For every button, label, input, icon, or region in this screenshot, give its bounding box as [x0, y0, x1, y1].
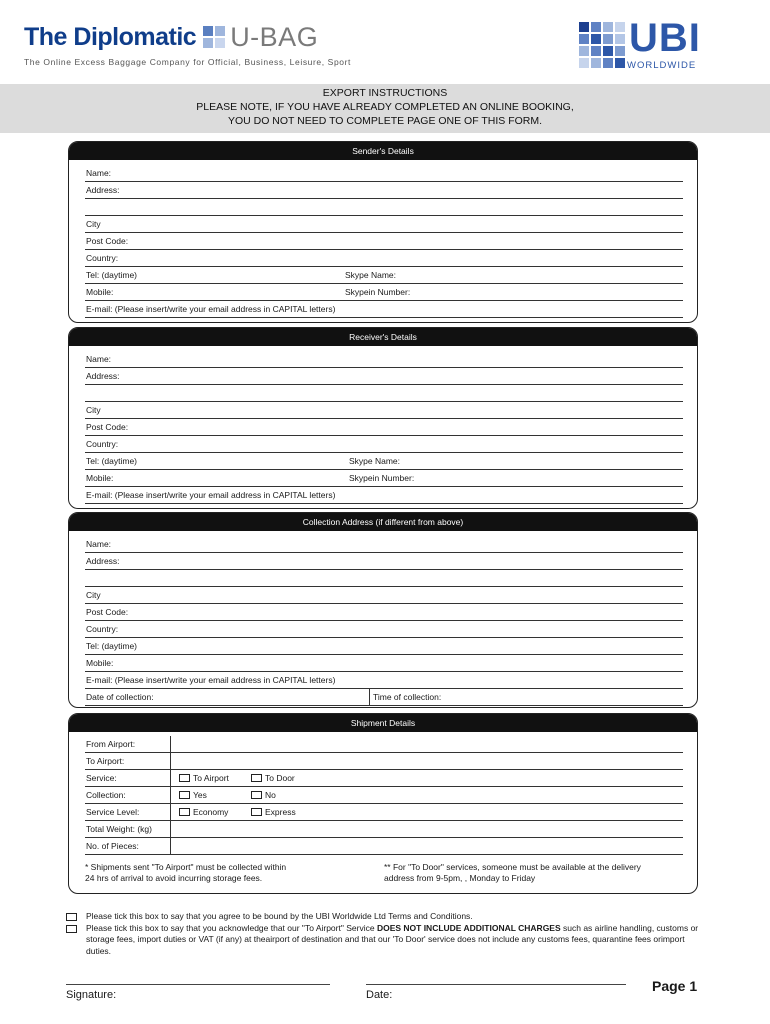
note-line: address from 9-5pm, , Monday to Friday	[384, 873, 536, 883]
checkbox[interactable]	[251, 791, 262, 799]
field-label: Service Level:	[86, 807, 140, 817]
collection-row	[85, 787, 683, 804]
total-weight-field[interactable]	[85, 821, 683, 838]
field-label: To Airport:	[86, 756, 125, 766]
page-number: Page 1	[652, 978, 698, 994]
field-label: Service:	[86, 773, 117, 783]
note-line: ** For "To Door" services, someone must be available at the delivery	[384, 862, 641, 872]
field-label: E-mail: (Please insert/write your email address in CAPITAL letters)	[86, 675, 336, 685]
collection-address-section	[68, 512, 698, 708]
sender-name-field[interactable]	[85, 165, 683, 182]
shipment-label-divider	[170, 736, 171, 855]
ubi-worldwide: WORLDWIDE	[627, 60, 697, 71]
charges-checkbox[interactable]	[66, 925, 77, 933]
collection-name-field[interactable]	[85, 536, 683, 553]
section-title: Collection Address (if different from above)	[69, 513, 697, 531]
field-label: City	[86, 405, 101, 415]
sender-skypein-label: Skypein Number:	[345, 287, 411, 297]
charges-text-pre: Please tick this box to say that you acknowledge that our "To Airport" Service	[86, 922, 377, 933]
from-airport-field[interactable]	[85, 736, 683, 753]
signature-field[interactable]	[66, 984, 330, 1002]
service-row	[85, 770, 683, 787]
option-label: Yes	[193, 790, 207, 800]
sender-tel-field[interactable]	[85, 267, 683, 284]
collection-email-field[interactable]	[85, 672, 683, 689]
field-label: No. of Pieces:	[86, 841, 139, 851]
field-label: Name:	[86, 354, 112, 364]
collection-no-option[interactable]	[251, 787, 276, 803]
field-label: Address:	[86, 371, 120, 381]
collection-date-field[interactable]	[85, 689, 683, 706]
field-label: From Airport:	[86, 739, 136, 749]
field-label: Post Code:	[86, 422, 129, 432]
banner-line-3: YOU DO NOT NEED TO COMPLETE PAGE ONE OF THIS FORM.	[227, 115, 543, 127]
to-airport-field[interactable]	[85, 753, 683, 770]
checkbox[interactable]	[179, 808, 190, 816]
sender-mobile-field[interactable]	[85, 284, 683, 301]
receiver-country-field[interactable]	[85, 436, 683, 453]
collection-address-line-2[interactable]	[85, 570, 683, 587]
field-label: E-mail: (Please insert/write your email address in CAPITAL letters)	[86, 490, 336, 500]
ubi-logo	[579, 16, 701, 72]
field-label: Tel: (daytime)	[86, 641, 138, 651]
note-line: 24 hrs of arrival to avoid incurring storage fees.	[85, 873, 263, 883]
signature-label: Signature:	[66, 989, 117, 1001]
pieces-field[interactable]	[85, 838, 683, 855]
receiver-email-field[interactable]	[85, 487, 683, 504]
field-label: Tel: (daytime)	[86, 270, 138, 280]
note-line: * Shipments sent "To Airport" must be collected within	[85, 862, 287, 872]
section-title: Receiver's Details	[69, 328, 697, 346]
brand-sub: U-BAG	[230, 21, 319, 52]
charges-text-post: such as airline handling, customs or storage fees, import duties or VAT (if any) at theairport of destination and that our 'To Door' service does not include any customs fees, quarantine fees orimport duties.	[86, 922, 699, 956]
receivers-details-section	[68, 327, 698, 509]
receiver-address-field[interactable]	[85, 368, 683, 385]
option-label: Express	[265, 807, 296, 817]
field-label: Post Code:	[86, 607, 129, 617]
terms-checkbox[interactable]	[66, 913, 77, 921]
field-label: Name:	[86, 539, 112, 549]
date-field[interactable]	[366, 984, 626, 1002]
collection-time-label: Time of collection:	[373, 692, 442, 702]
to-airport-note	[85, 862, 286, 884]
option-label: To Airport	[193, 773, 229, 783]
brand-tagline: The Online Excess Baggage Company for Official, Business, Leisure, Sport	[24, 57, 351, 67]
banner-line-2: PLEASE NOTE, IF YOU HAVE ALREADY COMPLETED AN ONLINE BOOKING,	[196, 101, 574, 113]
section-title: Shipment Details	[69, 714, 697, 732]
sender-skype-name-label: Skype Name:	[345, 270, 397, 280]
receiver-tel-field[interactable]	[85, 453, 683, 470]
field-label: Total Weight: (kg)	[86, 824, 152, 834]
receiver-skype-name-label: Skype Name:	[349, 456, 401, 466]
ubi-grid-icon	[579, 22, 625, 68]
field-label: City	[86, 219, 101, 229]
field-label: Collection:	[86, 790, 126, 800]
receiver-postcode-field[interactable]	[85, 419, 683, 436]
field-label: Address:	[86, 185, 120, 195]
to-door-note	[384, 862, 641, 884]
level-economy-option[interactable]	[179, 804, 228, 820]
senders-details-section	[68, 141, 698, 323]
collection-city-field[interactable]	[85, 587, 683, 604]
field-label: Country:	[86, 624, 119, 634]
agreement-block	[66, 911, 706, 957]
field-label: Mobile:	[86, 473, 114, 483]
collection-country-field[interactable]	[85, 621, 683, 638]
field-label: Address:	[86, 556, 120, 566]
service-to-door-option[interactable]	[251, 770, 295, 786]
sender-address-line-2[interactable]	[85, 199, 683, 216]
field-label: Post Code:	[86, 236, 129, 246]
option-label: Economy	[193, 807, 229, 817]
date-label: Date:	[366, 989, 393, 1001]
collection-address-field[interactable]	[85, 553, 683, 570]
collection-yes-option[interactable]	[179, 787, 207, 803]
brand-grid-icon	[203, 26, 225, 48]
receiver-mobile-field[interactable]	[85, 470, 683, 487]
option-label: To Door	[265, 773, 295, 783]
receiver-skypein-label: Skypein Number:	[349, 473, 415, 483]
collection-postcode-field[interactable]	[85, 604, 683, 621]
instructions-banner	[0, 84, 770, 133]
field-label: Country:	[86, 253, 119, 263]
charges-acknowledgement	[66, 923, 706, 958]
checkbox[interactable]	[251, 808, 262, 816]
service-to-airport-option[interactable]	[179, 770, 229, 786]
shipment-details-section	[68, 713, 698, 894]
field-label: City	[86, 590, 101, 600]
charges-text-bold: DOES NOT INCLUDE ADDITIONAL CHARGES	[376, 922, 561, 933]
section-title: Sender's Details	[69, 142, 697, 160]
level-express-option[interactable]	[251, 804, 296, 820]
brand-title: The Diplomatic	[24, 22, 197, 51]
field-label: Mobile:	[86, 287, 114, 297]
checkbox[interactable]	[251, 774, 262, 782]
date-time-divider	[369, 689, 370, 706]
option-label: No	[265, 790, 276, 800]
ubi-text: UBI	[629, 16, 701, 60]
brand-logo-block	[24, 20, 351, 67]
sender-address-field[interactable]	[85, 182, 683, 199]
checkbox[interactable]	[179, 791, 190, 799]
field-label: E-mail: (Please insert/write your email address in CAPITAL letters)	[86, 304, 336, 314]
receiver-name-field[interactable]	[85, 351, 683, 368]
checkbox[interactable]	[179, 774, 190, 782]
sender-city-field[interactable]	[85, 216, 683, 233]
field-label: Mobile:	[86, 658, 114, 668]
service-level-row	[85, 804, 683, 821]
sender-country-field[interactable]	[85, 250, 683, 267]
banner-line-1: EXPORT INSTRUCTIONS	[322, 87, 448, 99]
receiver-address-line-2[interactable]	[85, 385, 683, 402]
field-label: Date of collection:	[86, 692, 154, 702]
terms-agreement	[66, 911, 706, 923]
field-label: Name:	[86, 168, 112, 178]
collection-tel-field[interactable]	[85, 638, 683, 655]
field-label: Tel: (daytime)	[86, 456, 138, 466]
sender-postcode-field[interactable]	[85, 233, 683, 250]
terms-text: Please tick this box to say that you agree to be bound by the UBI Worldwide Ltd Terms and Conditions.	[86, 911, 473, 921]
receiver-city-field[interactable]	[85, 402, 683, 419]
collection-mobile-field[interactable]	[85, 655, 683, 672]
field-label: Country:	[86, 439, 119, 449]
sender-email-field[interactable]	[85, 301, 683, 318]
